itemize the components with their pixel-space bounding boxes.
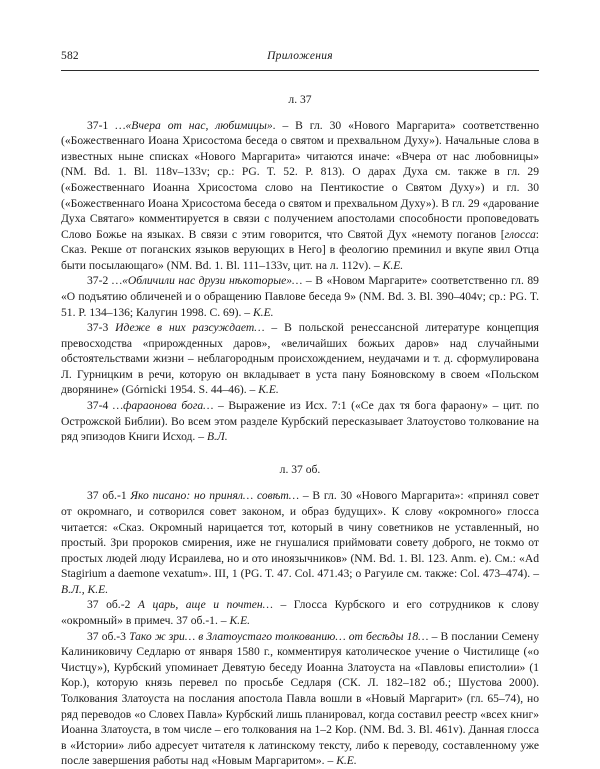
note-body: – В «Новом Маргарите» соответственно гл. 89 «О подъятию обличеней и о обращению Павлове беседа 9» (NM. Bd. 3. Bl. 390–404v; ср.: PG. T. 51. P. 134–136; Калугин 1998. С. 69). – (61, 274, 539, 319)
note-37ob-1 (61, 488, 539, 597)
note-37ob-2 (61, 597, 539, 628)
note-body: – В послании Семену Калиниковичу Седларю от января 1580 г., комментируя католическое учение о Чистилище («о Чистцу»), Курбский упоминает Девятую беседу Иоанна Златоуста на «Павловы епистолии» (1 Кор.), которую князь перевел по просьбе Седларя (СК. Л. 182–182 об.; Шустова 2000). Толкования Златоуста на послания апостола Павла вошли в «Новый Маргарит» (гл. 65–74), но ряд переводов «о Словех Павла» Курбский лишь планировал, когда составил реестр «всех книг» Иоанна Златоуста, в том числе – его толкования на 1–2 Кор. (NM. Bd. 3. Bl. 461v). Данная глосса в «Истории» либо адресует читателя к латинскому тексту, либо к переводу, составленному уже после завершения работы над «Новым Маргаритом». – (61, 629, 539, 768)
note-signature: К.Е. (252, 305, 274, 319)
note-lemma: Яко писано: но принял… совѣт… (130, 489, 300, 503)
note-body: – Выражение из Исх. 7:1 («Се дах тя бога фараону» – цит. по Острожской Библии). Во всем этом разделе Курбский пересказывает Златоустово толкование на ряд эпизодов Книги Исход. – (61, 399, 539, 444)
note-37-3 (61, 320, 539, 398)
note-gloss-term: глосса (504, 227, 536, 241)
folio-mark-37: л. 37 (288, 93, 312, 106)
note-label: 37 об.-2 (87, 598, 131, 612)
note-label: 37 об.-3 (87, 629, 126, 643)
running-head (61, 50, 539, 70)
note-signature: В.Л. (206, 430, 228, 444)
note-37-1 (61, 118, 539, 274)
folio-mark-37-ob: л. 37 об. (279, 462, 321, 476)
page-number: 582 (61, 50, 79, 62)
main-text-block (61, 84, 539, 769)
note-body: . – В гл. 30 «Нового Маргарита» соответственно («Божественнаго Иоана Хрисостома беседа о святом и прехвальном Духу»). Начальные слова в известных ныне списках «Нового Маргарита» читаются иначе: «Вчера от нас любовницы» (NM. Bd. 1. Bl. 118v–133v; ср.: PG. T. 52. P. 813). О дарах Духа см. также в гл. 29 («Божественнаго Иоанна Хрисостома слово на Пентикостие о Святом Духу») и гл. 30 («Божественнаго Иоана Хрисостома беседа о святом и прехвальном Духу»). В гл. 29 «дарование Духа Святаго» комментируется в связи с получением апостолами способности проповедовать Слово Божье на языках. В связи с этим говорится, что Святой Дух «немоту поганов [ (61, 118, 540, 241)
note-37-2 (61, 273, 539, 320)
note-lemma: …фараонова бога… (112, 399, 214, 413)
note-signature: К.Е. (336, 754, 357, 768)
note-signature: В.Л., К.Е. (61, 582, 109, 596)
note-body: – В гл. 30 «Нового Маргарита»: «принял совет от окромнаго, и сотворился совет законом, и образ будущих». К слову «окромного» глосса читается: «Сказ. Окромный нарицается тот, который в чину советников не уставленный, но простый. Зри пророков смирения, иже не гнушалися приймовати совету доброго, не токмо от простых людей люду Исраилева, но и ото иноязычников» (NM. Bd. 1. Bl. 123. Anm. e). См.: «Ad Stagirium a daemone vexatum». III, 1 (PG. T. 47. Col. 471.43; о Рагуиле см. также: Col. 473–474). – (61, 489, 540, 581)
note-signature: К.Е. (229, 614, 251, 628)
note-lemma: Тако ж зри… в Златоустаго толкованию… от бесѣды 18… (129, 629, 429, 643)
note-label: 37-3 (87, 321, 109, 335)
note-label: 37-4 (87, 399, 109, 413)
note-lemma: …«Вчера от нас, любимицы» (115, 118, 273, 132)
note-lemma: …«Обличили нас друзи нѣкоторые»… (111, 274, 303, 288)
note-signature: К.Е. (382, 258, 404, 272)
note-signature: К.Е. (258, 383, 279, 397)
note-body-continued: : Сказ. Рекше от поганских языков верующих в Него] в феологию преминил и вкупе явил Отца быти посылающаго» (NM. Bd. 1. Bl. 111–133v, цит. на л. 112v). – (61, 227, 539, 272)
note-label: 37-2 (87, 274, 109, 288)
running-head-title: Приложения (267, 50, 333, 62)
note-lemma: А царь, аще и почтен… (137, 598, 273, 612)
note-body: – Глосса Курбского и его сотрудников к слову «окромный» в примеч. 37 об.-1. – (61, 598, 539, 628)
note-37-4 (61, 398, 539, 445)
note-label: 37-1 (87, 118, 109, 132)
note-37ob-3 (61, 629, 539, 769)
header-divider-rule (61, 70, 539, 71)
note-body: – В польской ренессансной литературе концепция превосходства «прирожденных даров», «величайших божьих даров» над случайными обстоятельствами жизни – неблагородным происхождением, неудачами и т. д. сформулирована Л. Гурницким в речи, которую он вкладывает в уста пану Бояновскому в своем «Польском дворянине» (Górnicki 1954. S. 44–46). – (61, 321, 540, 397)
note-lemma: Идеже в них разсуждает… (115, 321, 265, 335)
note-label: 37 об.-1 (87, 489, 127, 503)
